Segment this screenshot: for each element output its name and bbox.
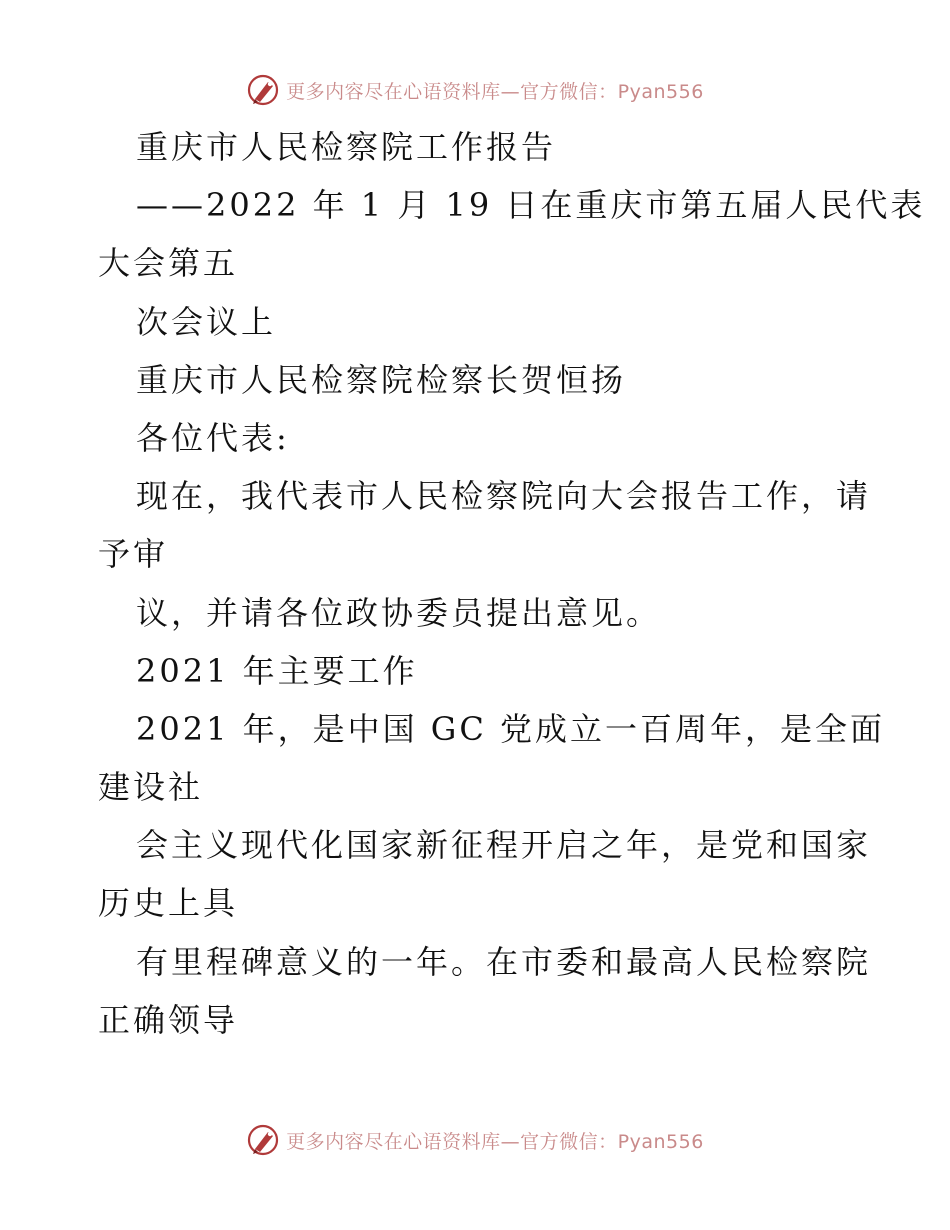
pen-logo-icon [246,1122,282,1158]
paragraph-line: 予审 [98,535,169,574]
header-watermark [0,70,950,110]
paragraph-line: 现在，我代表市人民检察院向大会报告工作，请 [136,477,872,516]
salutation: 各位代表: [136,418,290,457]
footer-watermark [0,1120,950,1160]
document-body [98,118,926,1049]
paragraph-line: 建设社 [98,768,204,807]
paragraph-line: 会主义现代化国家新征程开启之年，是党和国家 [136,826,872,865]
meeting-date-line-cont: 大会第五 [98,244,239,283]
meeting-session-line: 次会议上 [136,302,277,341]
section-heading: 2021 年主要工作 [136,651,418,690]
pen-logo-icon [246,72,282,108]
watermark-text: 更多内容尽在心语资料库—官方微信：Pyan556 [286,1130,704,1153]
watermark-text: 更多内容尽在心语资料库—官方微信：Pyan556 [286,80,704,103]
paragraph-line: 历史上具 [98,884,239,923]
meeting-date-line: ——2022 年 1 月 19 日在重庆市第五届人民代表 [136,186,926,225]
paragraph-line: 有里程碑意义的一年。在市委和最高人民检察院 [136,942,872,981]
report-title: 重庆市人民检察院工作报告 [136,128,557,166]
reporter-line: 重庆市人民检察院检察长贺恒扬 [136,360,627,399]
paragraph-line: 正确领导 [98,1000,239,1039]
paragraph-line: 2021 年，是中国 GC 党成立一百周年，是全面 [136,709,886,748]
paragraph-line: 议，并请各位政协委员提出意见。 [136,593,662,632]
